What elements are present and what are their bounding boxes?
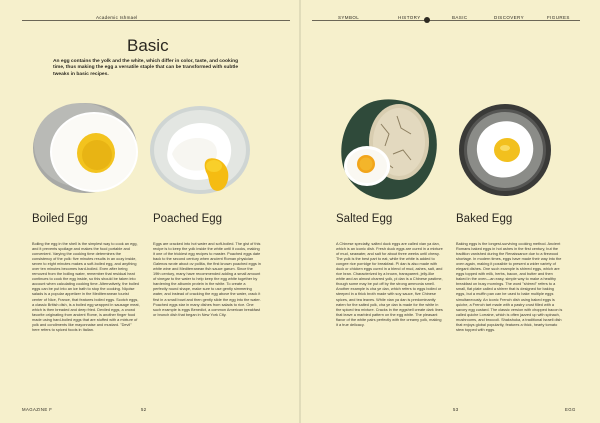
page-gutter [299, 0, 301, 423]
nav-item-discovery[interactable]: DISCOVERY [494, 15, 525, 20]
egg-description-salted: A Chinese specialty, salted duck eggs are called xian ya dan, which is an iconic dish. Fresh duck eggs are cured in a mixture of mud, seawater, and salt for about three weeks until chewy. The yolk is the best part to eat, while the white is added to congee rice porridge for breakfast. Pi dan is also made with duck or chicken eggs cured in a blend of mud, ashes, salt, and rice bran. Characterized by a brown, transparent, jelly-like white and an almost charred yolk, pi dan is a Chinese pastime, though some may be put off by the strong ammonia smell. Another example is cha ye dan, which refers to eggs boiled or steeped in a thick broth made with soy sauce, five Chinese spices, and tea leaves. While xian ya dan is predominantly eaten for the salted yolk, cha ye dan is made for the white in the spiced tea mixture. Cracks in the eggshell create dark lines that leave a marbled pattern on the egg white. The pleasant flavor of the white pairs perfectly with the creamy yolk, making it a true delicacy. [336, 242, 443, 327]
boiled-egg-icon [30, 100, 140, 196]
baked-egg-icon [455, 100, 555, 200]
egg-title-salted: Salted Egg [336, 213, 393, 225]
nav-item-symbol[interactable]: SYMBOL [338, 15, 360, 20]
header-rule-left [22, 20, 290, 21]
footer-section-label: EGG [565, 407, 576, 412]
egg-description-boiled: Boiling the egg in the shell is the simplest way to cook an egg, and it prevents spoilage and makes the food portable and convenient. Varying the cooking time determines the consistency of the yolk: five minutes results in an oozy inside, seven to eight minutes makes a soft-boiled egg, and anything over ten minutes becomes hard-boiled. Even after being removed from the boiling water, remember that residual heat continues to cook the egg inside, so this should be taken into account when calculating cooking time. Alternatively, the boiled eggs can be put into an ice bath to stop the cooking. Niçoise salads is a popular appetizer in the Mediterranean tourist center of Nice, France, that features boiled eggs. Scotch eggs, a classic British dish, is a boiled egg wrapped in sausage meat, which is then breaded and deep fried. Deviled eggs, a crowd favorite originating from ancient Rome, is another finger food made using hard-boiled eggs that are stuffed with a mixture of yolk and condiments like mayonnaise and mustard. "Devil" here refers to spiced foods in Italian. [32, 242, 140, 332]
egg-title-boiled: Boiled Egg [32, 213, 88, 225]
active-nav-indicator [424, 17, 430, 23]
page-number-right: 53 [453, 407, 459, 412]
footer-magazine-label: MAGAZINE F [22, 407, 53, 412]
egg-title-poached: Poached Egg [153, 213, 223, 225]
egg-title-baked: Baked Egg [456, 213, 513, 225]
nav-item-figures[interactable]: FIGURES [547, 15, 570, 20]
egg-description-poached: Eggs are cracked into hot water and soft-boiled. The gist of this recipe is to keep the yolk inside the white until it cooks, making it one of the trickiest egg recipes to master. Poached eggs date back to the second century when ancient Roman physician Galenos wrote about ov pollita, the first known poached eggs in white wine and Mediterranean fish sauce garum. Since the 19th century, many have recommended adding a small amount of vinegar to the water to help keep the egg white together by hardening the albumin protein in the white. To create a perfectly round shape, make sure to use gently simmering water, and instead of cracking the egg above the water, crack it first in a small bowl and then gently slide the egg into the water. Poached eggs star in many dishes from salads to rice. One such example is eggs Benedict, a common American breakfast or brunch dish that began in New York City. [153, 242, 261, 317]
intro-paragraph: An egg contains the yolk and the white, which differ in color, taste, and cooking time, thus making the egg a versatile staple that can be transformed with subtle tweaks in basic recipes. [53, 59, 239, 77]
page-number-left: 52 [141, 407, 147, 412]
nav-item-history[interactable]: HISTORY [398, 15, 421, 20]
header-rule-right [312, 20, 580, 21]
section-label: Academic Ishmael [96, 15, 138, 20]
nav-item-basic[interactable]: BASIC [452, 15, 468, 20]
salted-egg-icon [337, 94, 447, 204]
page-title: Basic [127, 36, 169, 55]
egg-description-baked: Baking eggs is the longest-surviving cooking method. Ancient Romans baked eggs in hot ashes in the first century, but the tradition vanished during the Renaissance due to a firewood shortage. In modern times, eggs have made their way into the oven again, making it possible to present a wider variety of elegant dishes. One such example is shirred eggs, which are eggs topped with milk, herbs, bacon, and butter and then baked in the oven—an easy, simple way to make a healthy breakfast on busy mornings. The word "shirred" refers to a small, flat plate called a shirrer that is designed for baking eggs, but a muffin pan can be used to bake multiple eggs simultaneously. An iconic French dish using baked eggs is quiche, a French tart made with a pastry crust filled with a savory egg custard. The classic version with chopped bacon is called quiche Lorraine, which is often jazzed up with spinach, mushrooms, and broccoli. Shakshuka, a traditional Israeli dish that enjoys global popularity, features a thick, hearty tomato stew topped with eggs. [456, 242, 563, 332]
poached-egg-icon [148, 104, 253, 200]
